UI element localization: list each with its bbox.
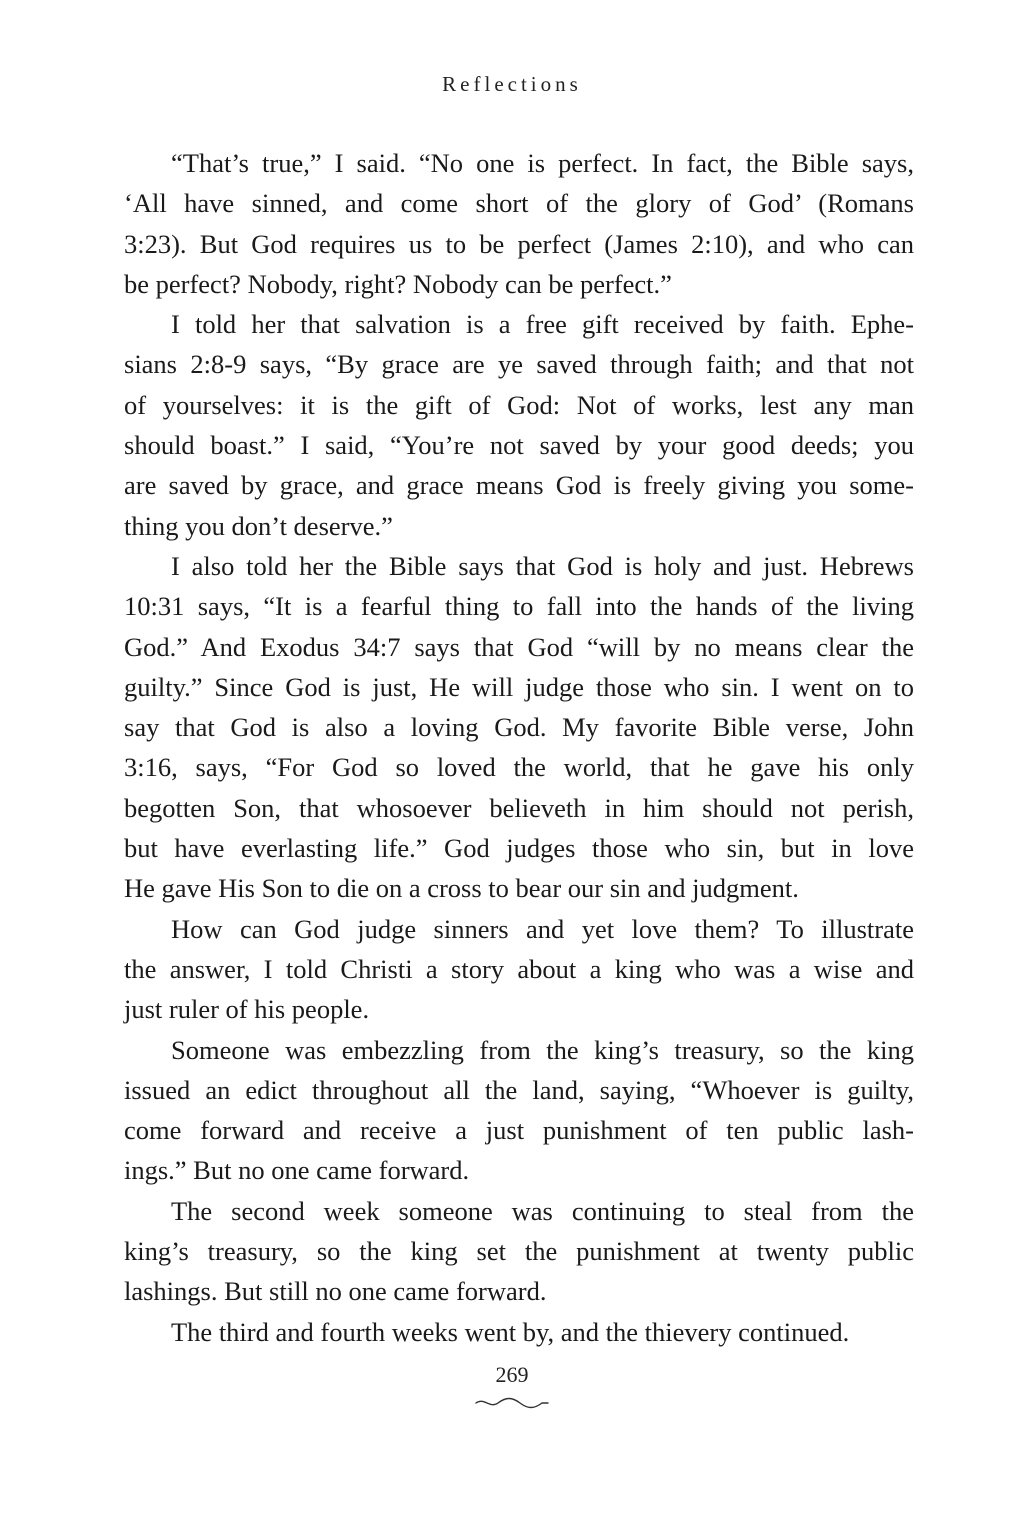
text-line: begotten Son, that whosoever believeth in him should not perish, [124, 792, 914, 823]
text-line: but have everlasting life.” God judges those who sin, but in love [124, 833, 914, 864]
text-line: lashings. But still no one came forward. [124, 1276, 547, 1307]
wave-flourish-icon [472, 1393, 552, 1415]
text-line: thing you don’t deserve.” [124, 510, 393, 541]
text-line: say that God is also a loving God. My favorite Bible verse, John [124, 712, 914, 743]
text-line: ings.” But no one came forward. [124, 1155, 470, 1186]
text-line: 3:16, says, “For God so loved the world, that he gave his only [124, 752, 914, 783]
text-line: I told her that salvation is a free gift received by faith. Ephe- [171, 309, 914, 340]
text-line: God.” And Exodus 34:7 says that God “will by no means clear the [124, 631, 914, 662]
text-line: issued an edict throughout all the land, saying, “Whoever is guilty, [124, 1074, 914, 1105]
text-line: I also told her the Bible says that God is holy and just. Hebrews [171, 550, 914, 581]
text-line: 10:31 says, “It is a fearful thing to fall into the hands of the living [124, 591, 914, 622]
text-line: How can God judge sinners and yet love them? To illustrate [171, 913, 914, 944]
text-line: ‘All have sinned, and come short of the glory of God’ (Romans [124, 188, 914, 219]
text-line: Someone was embezzling from the king’s treasury, so the king [171, 1034, 914, 1065]
text-line: He gave His Son to die on a cross to bear our sin and judgment. [124, 873, 799, 904]
text-line: be perfect? Nobody, right? Nobody can be perfect.” [124, 268, 672, 299]
text-line: are saved by grace, and grace means God is freely giving you some- [124, 470, 914, 501]
text-line: should boast.” I said, “You’re not saved by your good deeds; you [124, 430, 914, 461]
body-text [124, 143, 914, 1352]
text-line: The second week someone was continuing to steal from the [171, 1195, 914, 1226]
text-line: 3:23). But God requires us to be perfect (James 2:10), and who can [124, 228, 914, 259]
text-line: “That’s true,” I said. “No one is perfect. In fact, the Bible says, [171, 148, 914, 178]
running-head: Reflections [442, 72, 582, 96]
text-line: come forward and receive a just punishment of ten public lash- [124, 1115, 914, 1146]
text-line: the answer, I told Christi a story about a king who was a wise and [124, 953, 914, 984]
page-number: 269 [495, 1362, 529, 1387]
text-line: king’s treasury, so the king set the punishment at twenty public [124, 1236, 914, 1267]
text-line: just ruler of his people. [124, 994, 370, 1025]
text-line: The third and fourth weeks went by, and the thievery continued. [171, 1316, 850, 1347]
text-line: of yourselves: it is the gift of God: Not of works, lest any man [124, 389, 914, 420]
text-line: guilty.” Since God is just, He will judge those who sin. I went on to [124, 671, 914, 702]
text-line: sians 2:8-9 says, “By grace are ye saved through faith; and that not [124, 349, 914, 380]
